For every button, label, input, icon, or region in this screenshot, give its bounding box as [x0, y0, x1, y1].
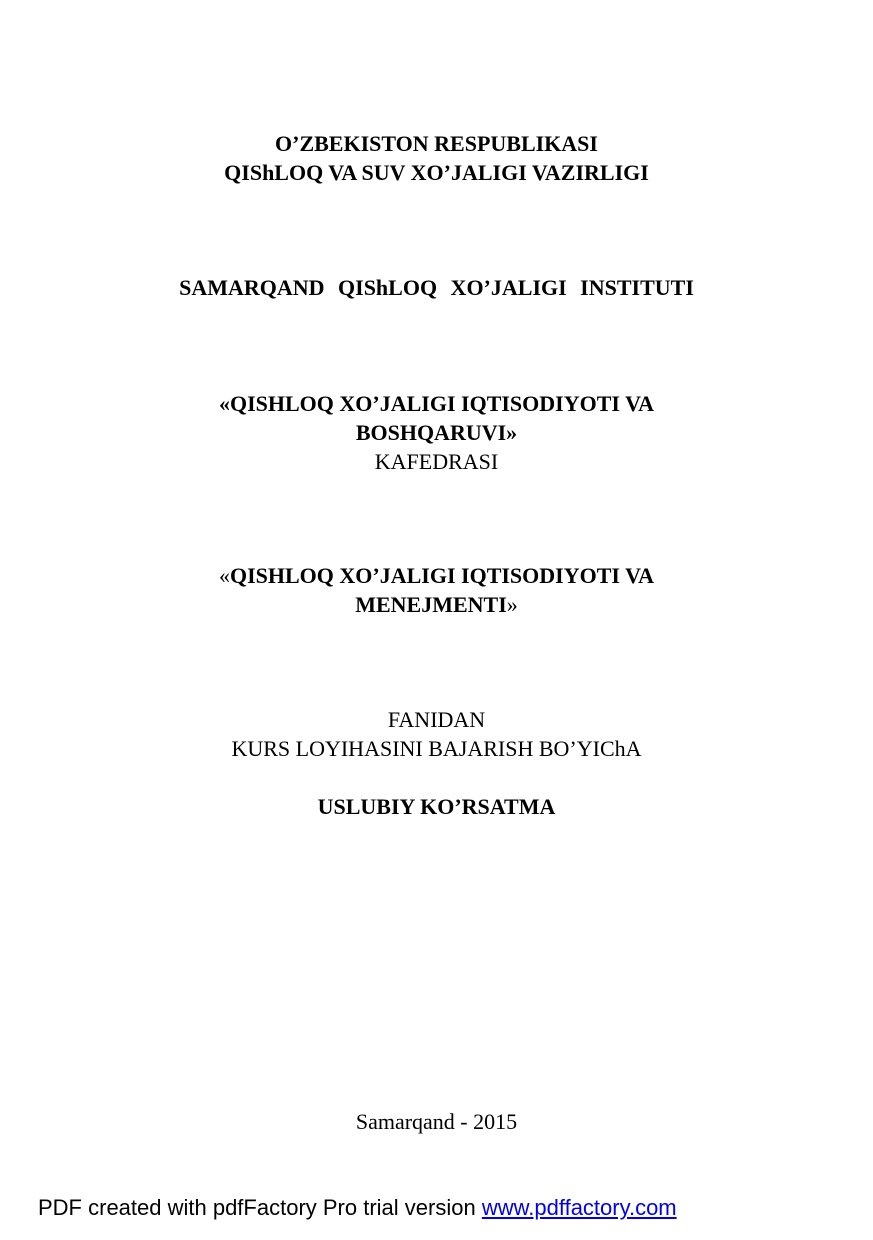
- ministry-line-1: O’ZBEKISTON RESPUBLIKASI: [275, 131, 598, 156]
- ministry-line-2: QIShLOQ VA SUV XO’JALIGI VAZIRLIGI: [224, 160, 649, 185]
- department-line-1: «QISHLOQ XO’JALIGI IQTISODIYOTI VA: [218, 391, 655, 416]
- subject-close-quote: »: [506, 592, 518, 617]
- course-line-2: KURS LOYIHASINI BAJARISH BO’YIChA: [231, 736, 642, 761]
- pdffactory-link[interactable]: www.pdffactory.com: [481, 1195, 677, 1220]
- subject-open-quote: «: [218, 563, 230, 588]
- document-title: USLUBIY KO’RSATMA: [317, 794, 556, 819]
- department-label: KAFEDRASI: [374, 449, 499, 474]
- institute-name: SAMARQAND QIShLOQ XO’JALIGI INSTITUTI: [179, 275, 694, 300]
- subject-line-1: [0, 562, 873, 590]
- subject-line-2: [0, 591, 873, 619]
- subject-name-part-2: MENEJMENTI: [355, 592, 507, 617]
- department-line-2: BOSHQARUVI»: [355, 420, 518, 445]
- place-and-year: Samarqand - 2015: [355, 1109, 518, 1134]
- pdf-watermark-footer: [38, 1194, 677, 1222]
- subject-name-part-1: QISHLOQ XO’JALIGI IQTISODIYOTI VA: [229, 563, 655, 588]
- course-line-1: FANIDAN: [387, 707, 486, 732]
- footer-text: PDF created with pdfFactory Pro trial version: [38, 1195, 482, 1220]
